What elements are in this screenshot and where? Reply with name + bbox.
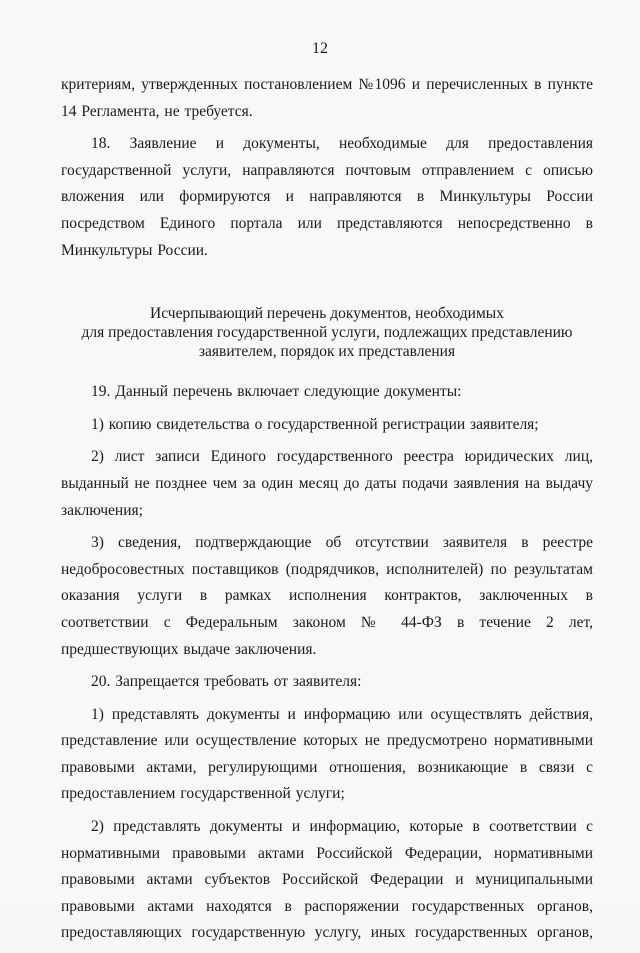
- list-item-20-2: 2) представлять документы и информацию, которые в соответствии с нормативными правовыми актами Российской Федерации, нормативными правовыми актами субъектов Российской Федерации и муниципальными правовыми актами находятся в распоряжении государственных органов, предоставляющих государственную услугу, иных государственных органов,: [61, 818, 593, 942]
- list-item-19-2: 2) лист записи Единого государственного реестра юридических лиц, выданный не позднее чем за один месяц до даты подачи заявления на выдачу заключения;: [61, 448, 593, 519]
- paragraph-18: 18. Заявление и документы, необходимые для предоставления государственной услуги, направляются почтовым отправлением с описью вложения или формируются и направляются в Минкультуры России посредством Единого портала или представляются непосредственно в Минкультуры России.: [61, 135, 593, 259]
- heading-line-1: Исчерпывающий перечень документов, необходимых: [150, 305, 504, 323]
- paragraph-20: 20. Запрещается требовать от заявителя:: [91, 673, 362, 691]
- list-item-20-1: 1) представлять документы и информацию или осуществлять действия, представление или осуществление которых не предусмотрено нормативными правовыми актами, регулирующими отношения, возникающие в связи с предоставлением государственной услуги;: [61, 705, 593, 803]
- list-item-19-1: 1) копию свидетельства о государственной регистрации заявителя;: [91, 415, 539, 433]
- list-item-19-3: 3) сведения, подтверждающие об отсутствии заявителя в реестре недобросовестных поставщиков (подрядчиков, исполнителей) по результатам оказания услуги в рамках исполнения контрактов, заключенных в соответствии с Федеральным законом № 44-ФЗ в течение 2 лет, предшествующих выдаче заключения.: [61, 534, 593, 658]
- heading-line-2: для предоставления государственной услуги, подлежащих представлению: [81, 324, 573, 342]
- heading-line-3: заявителем, порядок их представления: [198, 343, 456, 361]
- paragraph-19: 19. Данный перечень включает следующие документы:: [91, 383, 462, 401]
- paragraph-criteria-continuation: критериям, утвержденных постановлением №1096 и перечисленных в пункте 14 Регламента, не требуется.: [61, 76, 593, 120]
- section-heading: [61, 304, 593, 361]
- document-body: [61, 72, 593, 953]
- page-number: 12: [312, 40, 328, 57]
